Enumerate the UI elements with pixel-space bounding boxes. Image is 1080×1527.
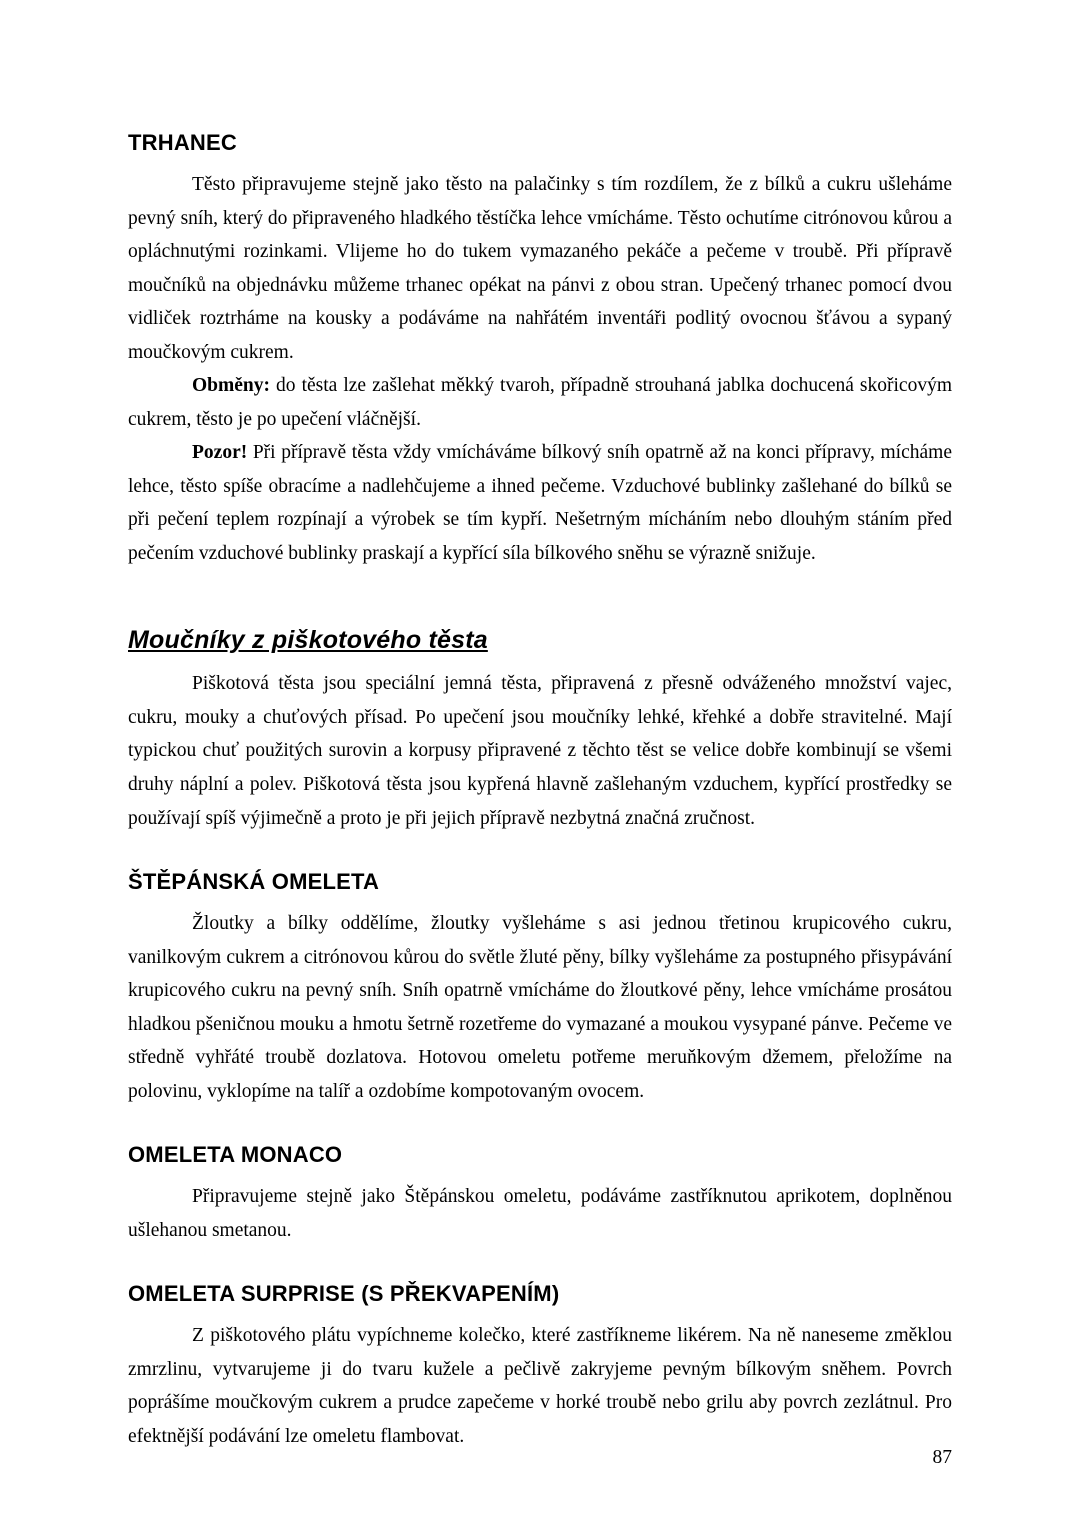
monaco-paragraph-1: Připravujeme stejně jako Štěpánskou omeletu, podáváme zastříknutou aprikotem, doplněnou ušlehanou smetanou. (128, 1186, 952, 1241)
section-omeleta-monaco (128, 1142, 952, 1247)
section-title-omeleta-surprise: OMELETA SURPRISE (S PŘEKVAPENÍM) (128, 1281, 560, 1307)
trhanec-paragraph-pozor (128, 436, 952, 570)
obmeny-text: do těsta lze zašlehat měkký tvaroh, případně strouhaná jablka dochucená skořicovým cukrem, těsto je po upečení vláčnější. (128, 375, 952, 430)
section-title-omeleta-monaco: OMELETA MONACO (128, 1142, 343, 1168)
section-title-trhanec: TRHANEC (128, 130, 237, 155)
trhanec-paragraph-obmeny (128, 369, 952, 436)
pozor-text: Při přípravě těsta vždy vmícháváme bílkový sníh opatrně až na konci přípravy, mícháme lehce, těsto spíše obracíme a nadlehčujeme a ihned pečeme. Vzduchové bublinky zašlehané do bílků se při pečení teplem rozpínají a výrobek se tím kypří. Nešetrným mícháním nebo dlouhým stáním před pečením vzduchové bublinky praskají a kypřící síla bílkového sněhu se výrazně snižuje. (128, 442, 952, 564)
stepanska-paragraph-1: Žloutky a bílky oddělíme, žloutky vyšleháme s asi jednou třetinou krupicového cukru, vanilkovým cukrem a citrónovou kůrou do světle žluté pěny, bílky vyšleháme za postupného přisypávání krupicového cukru na pevný sníh. Sníh opatrně vmícháme do žloutkové pěny, lehce vmícháme prosátou hladkou pšeničnou mouku a hmotu šetrně rozetřeme do vymazané a moukou vysypané pánve. Pečeme ve středně vyhřáté troubě dozlatova. Hotovou omeletu potřeme meruňkovým džemem, přeložíme na polovinu, vyklopíme na talíř a ozdobíme kompotovaným ovocem. (128, 913, 952, 1102)
section-trhanec (128, 130, 952, 570)
section-title-stepanska-omeleta: ŠTĚPÁNSKÁ OMELETA (128, 869, 380, 895)
surprise-paragraph-1: Z piškotového plátu vypíchneme kolečko, které zastříkneme likérem. Na ně naneseme změklou zmrzlinu, vytvarujeme ji do tvaru kužele a pečlivě zakryjeme pevným bílkovým sněhem. Povrch poprášíme moučkovým cukrem a prudce zapečeme v horké troubě nebo grilu aby povrch zezlátnul. Pro efektnější podávání lze omeletu flambovat. (128, 1325, 952, 1447)
section-piskot (128, 626, 952, 835)
trhanec-paragraph-1: Těsto připravujeme stejně jako těsto na palačinky s tím rozdílem, že z bílků a cukru ušleháme pevný sníh, který do připraveného hladkého těstíčka lehce vmícháme. Těsto ochutíme citrónovou kůrou a opláchnutými rozinkami. Vlijeme ho do tukem vymazaného pekáče a pečeme v troubě. Při přípravě moučníků na objednávku můžeme trhanec opékat na pánvi z obou stran. Upečený trhanec pomocí dvou vidliček roztrháme na kousky a podáváme na nahřátém inventáři podlitý ovocnou šťávou a sypaný moučkovým cukrem. (128, 174, 952, 363)
page-number: 87 (932, 1447, 952, 1468)
chapter-title-piskotove-testo: Moučníky z piškotového těsta (128, 626, 488, 655)
section-stepanska-omeleta (128, 869, 952, 1108)
pozor-lead-label: Pozor! (192, 442, 248, 464)
section-omeleta-surprise (128, 1281, 952, 1453)
obmeny-lead-label: Obměny: (192, 375, 270, 397)
piskot-paragraph-1: Piškotová těsta jsou speciální jemná těsta, připravená z přesně odváženého množství vajec, cukru, mouky a chuťových přísad. Po upečení jsou moučníky lehké, křehké a dobře stravitelné. Mají typickou chuť použitých surovin a korpusy připravené z těchto těst se velice dobře kombinují se všemi druhy náplní a polev. Piškotová těsta jsou kypřená hlavně zašlehaným vzduchem, kypřící prostředky se používají spíš výjimečně a proto je při jejich přípravě nezbytná značná zručnost. (128, 673, 952, 829)
